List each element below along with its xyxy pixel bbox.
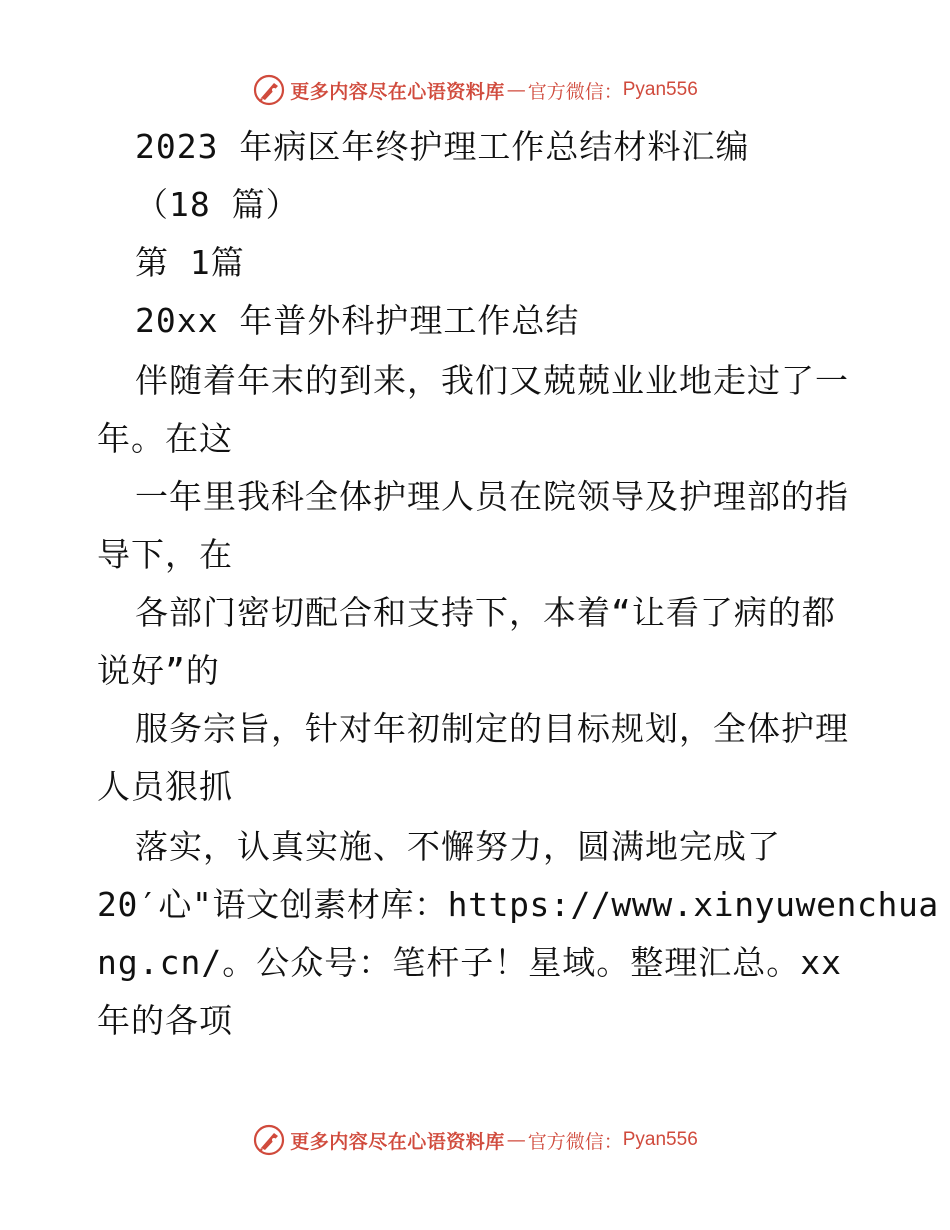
paragraph-line: 年的各项 [97,1001,233,1040]
wechat-id: Pyan556 [622,79,698,100]
header-banner [0,70,950,110]
banner-separator: — [506,1129,526,1151]
paragraph-line: 人员狠抓 [97,767,233,806]
section-heading: 20xx 年普外科护理工作总结 [135,301,580,340]
paragraph-line: 年。在这 [97,419,233,458]
paragraph-line: 一年里我科全体护理人员在院领导及护理部的指 [135,477,849,516]
banner-separator: — [506,79,526,101]
paragraph-line: ng.cn/。公众号：笔杆子！星域。整理汇总。xx [97,943,842,982]
quill-pen-logo-icon [252,1123,286,1157]
site-name-text: 更多内容尽在心语资料库 [290,80,505,103]
chapter-heading: 第 1篇 [135,243,245,282]
document-title: 2023 年病区年终护理工作总结材料汇编 [135,127,750,166]
wechat-label: 官方微信： [527,80,623,103]
paragraph-line: 落实，认真实施、不懈努力，圆满地完成了 [135,827,781,866]
paragraph-line: 20′心"语文创素材库：https://www.xinyuwenchua [97,885,939,924]
paragraph-line: 各部门密切配合和支持下，本着“让看了病的都 [135,593,836,632]
paragraph-line: 导下，在 [97,535,233,574]
quill-pen-logo-icon [252,73,286,107]
document-subtitle: （18 篇） [135,185,300,224]
wechat-label: 官方微信： [527,1130,623,1153]
site-name-text: 更多内容尽在心语资料库 [290,1130,505,1153]
paragraph-line: 服务宗旨，针对年初制定的目标规划，全体护理 [135,709,849,748]
wechat-id: Pyan556 [622,1129,698,1150]
footer-banner [0,1120,950,1160]
paragraph-line: 说好”的 [97,651,220,690]
paragraph-line: 伴随着年末的到来，我们又兢兢业业地走过了一 [135,361,849,400]
